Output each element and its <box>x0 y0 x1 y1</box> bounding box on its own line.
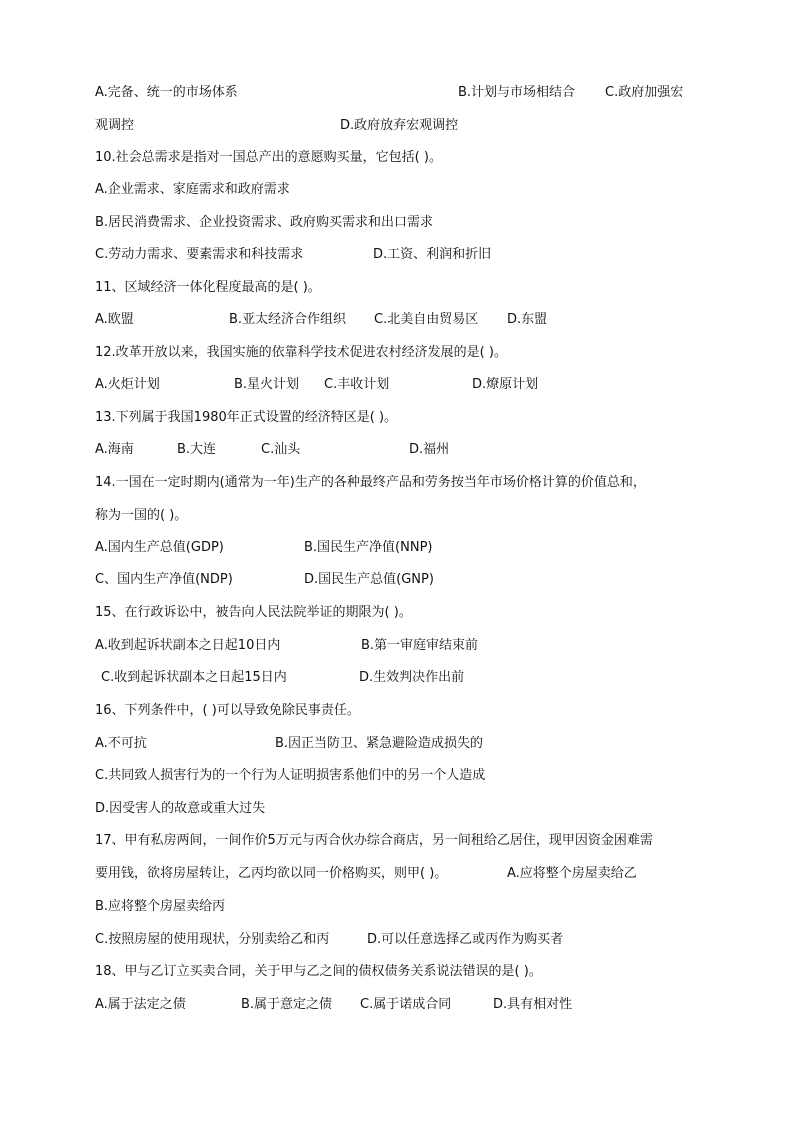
q13-option-b: B.大连 <box>177 442 217 457</box>
q14-option-c: C、国内生产净值(NDP) <box>95 572 233 587</box>
q18-option-d: D.具有相对性 <box>493 997 573 1012</box>
q11-stem: 11、区域经济一体化程度最高的是( )。 <box>95 280 321 295</box>
q10-option-c: C.劳动力需求、要素需求和科技需求 <box>95 247 304 262</box>
q10-stem: 10.社会总需求是指对一国总产出的意愿购买量，它包括( )。 <box>95 150 442 165</box>
q13-option-c: C.汕头 <box>261 442 301 457</box>
q9-option-c: C.政府加强宏 <box>605 85 684 100</box>
q14-stem-line1: 14.一国在一定时期内(通常为一年)生产的各种最终产品和劳务按当年市场价格计算的价值总和， <box>95 475 646 490</box>
q11-option-d: D.东盟 <box>507 312 548 327</box>
q18-option-c: C.属于诺成合同 <box>360 997 452 1012</box>
q17-option-a: A.应将整个房屋卖给乙 <box>507 866 637 881</box>
q11-option-b: B.亚太经济合作组织 <box>229 312 347 327</box>
q15-option-b: B.第一审庭审结束前 <box>361 638 479 653</box>
q18-option-a: A.属于法定之债 <box>95 997 186 1012</box>
q9-option-d: D.政府放弃宏观调控 <box>340 118 459 133</box>
q16-option-d: D.因受害人的故意或重大过失 <box>95 801 266 816</box>
q15-option-a: A.收到起诉状副本之日起10日内 <box>95 638 281 653</box>
q13-stem: 13.下列属于我国1980年正式设置的经济特区是( )。 <box>95 410 398 425</box>
q10-option-a: A.企业需求、家庭需求和政府需求 <box>95 182 290 197</box>
q17-option-d: D.可以任意选择乙或丙作为购买者 <box>367 932 564 947</box>
q15-stem: 15、在行政诉讼中，被告向人民法院举证的期限为( )。 <box>95 605 412 620</box>
q14-option-b: B.国民生产净值(NNP) <box>304 540 433 555</box>
q14-stem-line2: 称为一国的( )。 <box>95 508 188 523</box>
q12-option-d: D.燎原计划 <box>472 377 539 392</box>
q17-option-b: B.应将整个房屋卖给丙 <box>95 899 226 914</box>
q14-option-d: D.国民生产总值(GNP) <box>304 572 434 587</box>
q17-option-c: C.按照房屋的使用现状，分别卖给乙和丙 <box>95 932 330 947</box>
q16-option-c: C.共同致人损害行为的一个行为人证明损害系他们中的另一个人造成 <box>95 768 486 783</box>
q10-option-b: B.居民消费需求、企业投资需求、政府购买需求和出口需求 <box>95 215 434 230</box>
q14-option-a: A.国内生产总值(GDP) <box>95 540 224 555</box>
q12-option-c: C.丰收计划 <box>324 377 390 392</box>
q9-option-b: B.计划与市场相结合 <box>458 85 576 100</box>
q16-option-a: A.不可抗 <box>95 736 147 751</box>
q12-option-b: B.星火计划 <box>234 377 300 392</box>
q16-option-b: B.因正当防卫、紧急避险造成损失的 <box>275 736 484 751</box>
q11-option-a: A.欧盟 <box>95 312 134 327</box>
q12-option-a: A.火炬计划 <box>95 377 160 392</box>
q13-option-a: A.海南 <box>95 442 134 457</box>
q18-stem: 18、甲与乙订立买卖合同，关于甲与乙之间的债权债务关系说法错误的是( )。 <box>95 964 542 979</box>
q16-stem: 16、下列条件中，( )可以导致免除民事责任。 <box>95 703 360 718</box>
q9-option-a: A.完备、统一的市场体系 <box>95 85 238 100</box>
q15-option-c: C.收到起诉状副本之日起15日内 <box>101 670 287 685</box>
q17-stem-line2: 要用钱，欲将房屋转让，乙丙均欲以同一价格购买，则甲( )。 <box>95 866 448 881</box>
q13-option-d: D.福州 <box>409 442 450 457</box>
q10-option-d: D.工资、利润和折旧 <box>373 247 492 262</box>
q17-stem-line1: 17、甲有私房两间，一间作价5万元与丙合伙办综合商店，另一间租给乙居住，现甲因资金困难需 <box>95 833 653 848</box>
q12-stem: 12.改革开放以来，我国实施的依靠科学技术促进农村经济发展的是( )。 <box>95 345 507 360</box>
q9-option-c-cont: 观调控 <box>95 118 135 133</box>
q11-option-c: C.北美自由贸易区 <box>374 312 479 327</box>
q18-option-b: B.属于意定之债 <box>241 997 333 1012</box>
q15-option-d: D.生效判决作出前 <box>359 670 465 685</box>
